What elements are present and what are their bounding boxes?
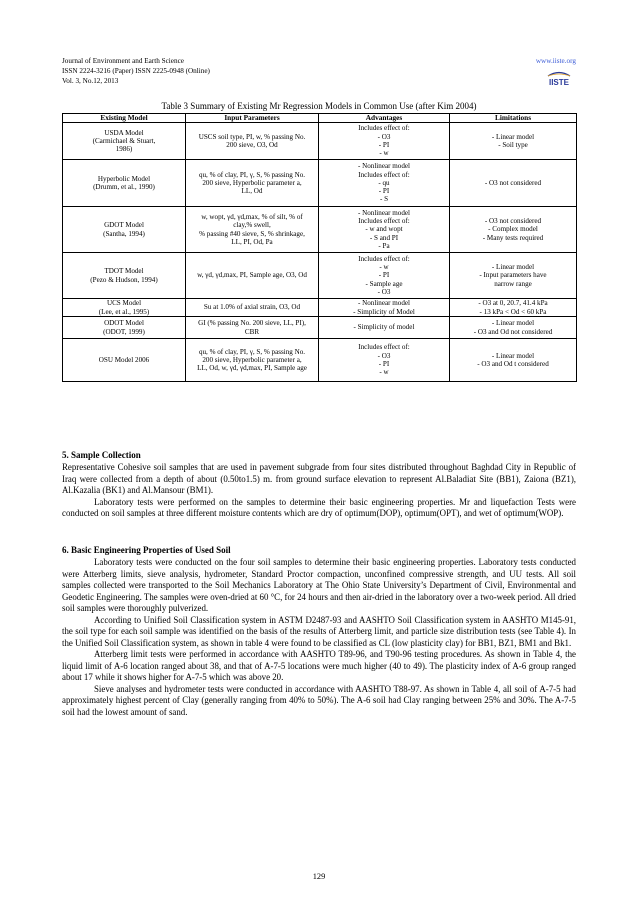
table-cell-limitations <box>450 253 577 299</box>
table-cell-model <box>63 299 186 317</box>
svg-text:IISTE: IISTE <box>548 78 570 87</box>
table-cell-limitations <box>450 123 577 160</box>
cell-line: TDOT Model <box>104 267 144 276</box>
table-row <box>63 339 577 382</box>
cell-line: clay,% swell, <box>233 221 271 230</box>
cell-line: - O3 and Od not considered <box>473 327 553 336</box>
cell-line: - O3 at 0, 20.7, 41.4 kPa <box>478 299 548 308</box>
table-cell-advantages <box>319 317 450 339</box>
table-cell-inputs <box>186 123 319 160</box>
paragraph: Atterberg limit tests were performed in accordance with AASHTO T89-96, and T90-96 testing procedures. As shown in Table 4, the liquid limit of A-6 location ranged about 38, and that of A-7-5 locations were much higher (40 to 49). The plasticity index of A-6 group ranged about 17 while it shows higher for A-7-5 which was above 20. <box>62 649 576 682</box>
cell-line: - Nonlinear model <box>357 162 410 171</box>
cell-line: LL, Od, w, γd, γd,max, PI, Sample age <box>197 364 307 373</box>
cell-line: (Lee, et al., 1995) <box>98 307 150 316</box>
table-row <box>63 207 577 253</box>
cell-line: - Simplicity of Model <box>353 307 415 316</box>
cell-line: USDA Model <box>104 128 144 137</box>
paragraph: According to Unified Soil Classification system in ASTM D2487-93 and AASHTO Soil Classification system in AASHTO M145-91, the soil type for each soil sample was identified on the basis of the results of Atterberg limit, and particle size distribution tests (see Table 4). In the Unified Soil Classification system, as shown in table 4 were found to be classified as CL (low plasticity clay) for BB1, BZ1, BM1 and Bk1. <box>62 614 576 648</box>
cell-line: - O3 not considered <box>484 217 542 226</box>
table-cell-inputs <box>186 207 319 253</box>
journal-issn: ISSN 2224-3216 (Paper) ISSN 2225-0948 (Online) <box>62 67 210 75</box>
cell-line: 200 sieve, Hyperbolic parameter a, <box>202 355 302 364</box>
cell-line: - Linear model <box>491 319 535 328</box>
cell-line: - PI <box>378 187 390 196</box>
cell-line: Hyperbolic Model <box>97 174 151 183</box>
cell-line: - O3 and Od t considered <box>477 360 549 368</box>
page-number: 129 <box>312 872 326 881</box>
cell-line: - Linear model <box>491 351 535 360</box>
journal-volume: Vol. 3, No.12, 2013 <box>62 77 119 85</box>
cell-line: Includes effect of: <box>358 254 410 263</box>
paragraph: Sieve analyses and hydrometer tests were conducted in accordance with AASHTO T88-97. As shown in Table 4, all soil of A-7-5 had approximately highest percent of Clay (generally ranging from 40% to 50%). The A-6 soil had Clay ranging between 25% and 30%. The A-7-5 soil had the lowest amount of sand. <box>62 683 576 717</box>
table-cell-inputs <box>186 339 319 382</box>
table-cell-limitations <box>450 160 577 207</box>
cell-line: USCS soil type, PI, w, % passing No. <box>198 132 306 141</box>
cell-line: - Sample age <box>365 279 403 288</box>
cell-line: - Many tests required <box>482 233 544 242</box>
cell-line: - Simplicity of model <box>353 323 415 332</box>
table-cell-inputs <box>186 317 319 339</box>
section-5-body <box>62 462 576 520</box>
table-cell-advantages <box>319 207 450 253</box>
cell-line: ODOT Model <box>104 319 144 328</box>
cell-line: Includes effect of: <box>358 124 410 133</box>
cell-line: - O3 not considered <box>484 178 542 187</box>
table-cell-inputs <box>186 253 319 299</box>
table-cell-model <box>63 160 186 207</box>
cell-line: - S <box>379 195 389 204</box>
table-cell-limitations <box>450 207 577 253</box>
cell-line: - PI <box>378 360 390 368</box>
cell-line: - O3 <box>377 351 391 360</box>
cell-line: CBR <box>244 327 260 336</box>
table-cell-inputs <box>186 299 319 317</box>
cell-line: OSU Model 2006 <box>98 355 150 364</box>
paragraph: Laboratory tests were conducted on the four soil samples to determine their basic engineering properties. Laboratory tests conducted were Atterberg limits, sieve analysis, hydrometer, Standard Proctor compaction, unconfined compressive strength, and UU tests. All soil samples collected were transported to the Soil Mechanics Laboratory at The Ohio State University’s Department of Civil, Environmental and Geodetic Engineering. The samples were oven-dried at 60 °C, for 24 hours and then air-dried in the laboratory over a two-week period. All dried soil samples were thoroughly pulverized. <box>62 557 576 613</box>
table-caption: Table 3 Summary of Existing Mr Regression Models in Common Use (after Kim 2004) <box>161 101 477 111</box>
cell-line: - Nonlinear model <box>357 299 410 308</box>
table-cell-advantages <box>319 123 450 160</box>
table-cell-limitations <box>450 317 577 339</box>
cell-line: - Linear model <box>491 132 535 141</box>
cell-line: (Santha, 1994) <box>103 229 145 238</box>
cell-line: - Nonlinear model <box>357 208 410 217</box>
cell-line: LL, Od <box>241 187 263 196</box>
table-row <box>63 253 577 299</box>
cell-line: - Input parameters have <box>479 271 547 280</box>
journal-name: Journal of Environment and Earth Science <box>62 57 184 65</box>
cell-line: 200 sieve, Hyperbolic parameter a, <box>202 178 302 187</box>
table-cell-limitations <box>450 299 577 317</box>
table-row <box>63 160 577 207</box>
table-cell-advantages <box>319 299 450 317</box>
table-cell-advantages <box>319 339 450 382</box>
cell-line: - 13 kPa < Od < 60 kPa <box>479 307 547 316</box>
table-cell-model <box>63 317 186 339</box>
table-cell-model <box>63 339 186 382</box>
cell-line: - Soil type <box>498 141 528 149</box>
table-row <box>63 299 577 317</box>
cell-line: - Complex model <box>488 225 538 234</box>
cell-line: Includes effect of: <box>358 343 410 352</box>
cell-line: % passing #40 sieve, S, % shrinkage, <box>199 229 305 238</box>
cell-line: 200 sieve, O3, Od <box>226 141 278 149</box>
cell-line: 1986) <box>115 145 133 154</box>
col-header-model: Existing Model <box>63 114 186 123</box>
cell-line: w, wopt, γd, γd,max, % of silt, % of <box>201 212 303 221</box>
cell-line: GDOT Model <box>104 221 144 230</box>
cell-line: GI (% passing No. 200 sieve, LL, PI), <box>198 319 306 328</box>
cell-line: - S and PI <box>369 233 399 242</box>
iiste-logo-icon <box>542 68 576 90</box>
cell-line: UCS Model <box>106 299 142 308</box>
cell-line: - w <box>379 368 389 377</box>
cell-line: - Pa <box>378 241 390 250</box>
table-cell-advantages <box>319 160 450 207</box>
table-row <box>63 317 577 339</box>
table-cell-advantages <box>319 253 450 299</box>
table-header-row <box>63 114 577 123</box>
col-header-limitations: Limitations <box>450 114 577 123</box>
cell-line: - qu <box>378 178 390 187</box>
journal-url-link[interactable]: www.iiste.org <box>535 57 576 65</box>
cell-line: qu, % of clay, PI, γ, S, % passing No. <box>198 347 306 356</box>
cell-line: - PI <box>378 271 390 280</box>
paragraph: Representative Cohesive soil samples that are used in pavement subgrade from four sites distributed throughout Baghdad City in Republic of Iraq were collected from a depth of about (0.50to1.5) m. from ground surface elevation to represent Al.Baladiat Site (BB1), Zaiona (BZ1), Al.Kazalia (BK1) and Al.Mansour (BM1). <box>62 462 576 495</box>
cell-line: Includes effect of: <box>358 170 410 179</box>
cell-line: - O3 <box>377 287 391 296</box>
cell-line: - w and wopt <box>365 225 403 234</box>
regression-models-table <box>62 113 577 382</box>
table-cell-limitations <box>450 339 577 382</box>
running-header <box>62 56 576 86</box>
col-header-advantages: Advantages <box>319 114 450 123</box>
table-cell-inputs <box>186 160 319 207</box>
cell-line: Su at 1.0% of axial strain, O3, Od <box>203 303 301 312</box>
paragraph: Laboratory tests were performed on the samples to determine their basic engineering properties. Mr and liquefaction Tests were conducted on soil samples at three different moisture contents which are dry of optimum(DOP), optimum(OPT), and wet of optimum(WOP). <box>62 496 576 518</box>
cell-line: narrow range <box>494 279 532 288</box>
cell-line: - w <box>379 149 389 158</box>
section-6-body <box>62 557 576 718</box>
cell-line: - w <box>379 263 389 272</box>
cell-line: w, γd, γd,max, PI, Sample age, O3, Od <box>197 271 307 280</box>
cell-line: (Carmichael & Stuart, <box>92 136 156 145</box>
cell-line: - PI <box>378 141 390 149</box>
section-6-heading: 6. Basic Engineering Properties of Used Soil <box>62 545 231 555</box>
cell-line: - Linear model <box>491 263 535 272</box>
table-row <box>63 123 577 160</box>
cell-line: (ODOT, 1999) <box>103 327 145 336</box>
section-5-heading: 5. Sample Collection <box>62 450 141 460</box>
table-cell-model <box>63 207 186 253</box>
cell-line: LL, PI, Od, Pa <box>231 237 273 246</box>
cell-line: (Pezo & Hudson, 1994) <box>90 275 158 284</box>
table-cell-model <box>63 253 186 299</box>
cell-line: qu, % of clay, PI, γ, S, % passing No. <box>198 170 306 179</box>
col-header-inputs: Input Parameters <box>186 114 319 123</box>
cell-line: (Drumm, et al., 1990) <box>93 183 155 191</box>
cell-line: Includes effect of: <box>358 217 410 226</box>
cell-line: - O3 <box>377 132 391 141</box>
table-cell-model <box>63 123 186 160</box>
